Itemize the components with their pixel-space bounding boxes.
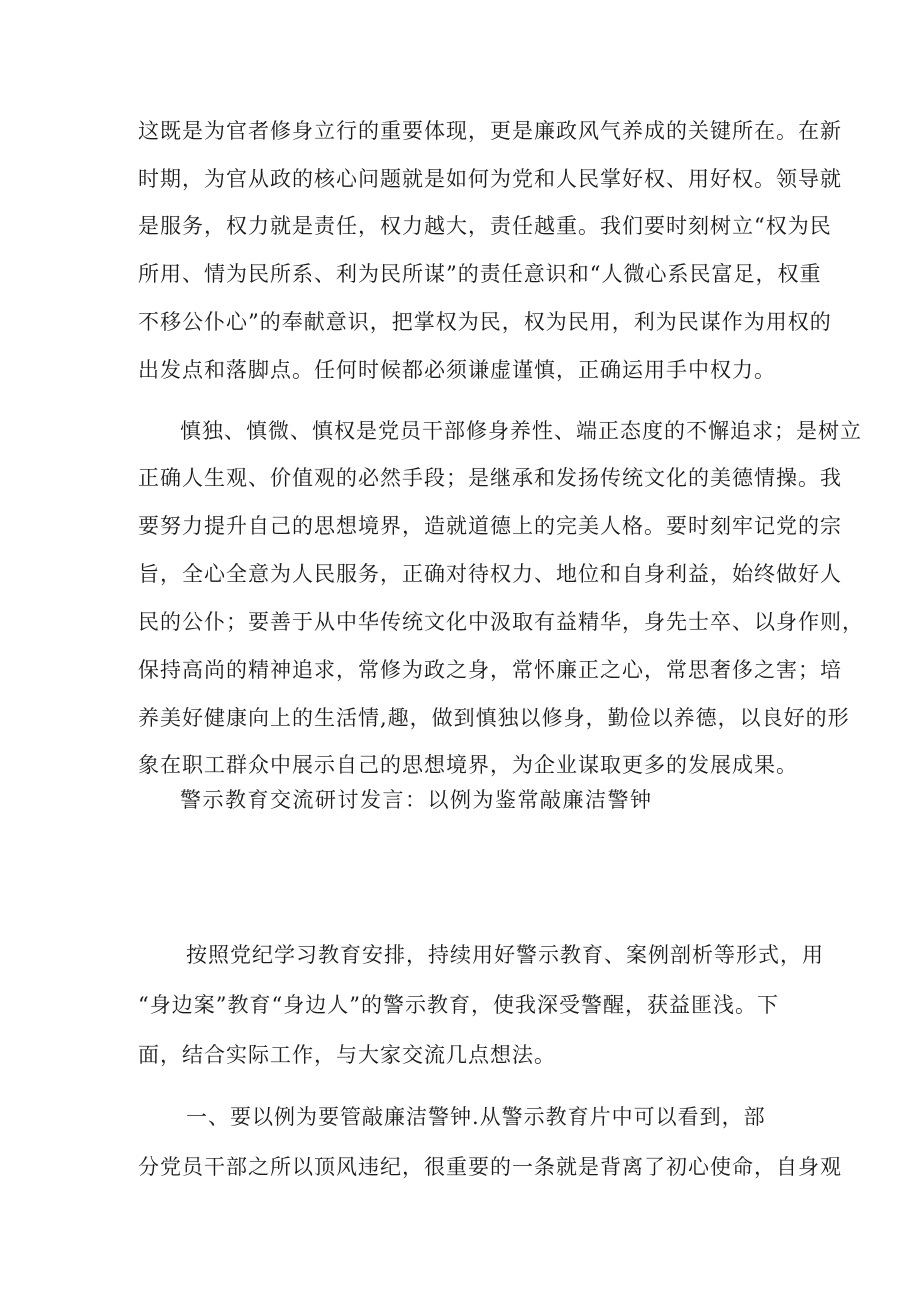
section-title: 警示教育交流研讨发言：以例为鉴常敲廉洁警钟 xyxy=(180,788,653,812)
paragraph-line: 要努力提升自己的思想境界，造就道德上的完美人格。要时刻牢记党的宗 xyxy=(138,514,842,538)
paragraph-line: “身边案”教育“身边人”的警示教育，使我深受警醒，获益匪浅。下 xyxy=(138,993,779,1017)
paragraph-line: 一、要以例为要管敲廉洁警钟.从警示教育片中可以看到，部 xyxy=(186,1105,766,1129)
paragraph-line: 是服务，权力就是责任，权力越大，责任越重。我们要时刻树立“权为民 xyxy=(138,214,832,238)
paragraph-line: 正确人生观、价值观的必然手段；是继承和发扬传统文化的美德情操。我 xyxy=(138,466,842,490)
paragraph-line: 民的公仆；要善于从中华传统文化中汲取有益精华，身先士卒、以身作则， xyxy=(138,610,864,634)
paragraph-line: 面，结合实际工作，与大家交流几点想法。 xyxy=(138,1043,556,1067)
paragraph-line: 慎独、慎微、慎权是党员干部修身养性、端正态度的不懈追求；是树立 xyxy=(180,419,862,443)
paragraph-line: 分党员干部之所以顶风违纪，很重要的一条就是背离了初心使命，自身观 xyxy=(138,1155,842,1179)
paragraph-line: 象在职工群众中展示自己的思想境界，为企业谋取更多的发展成果。 xyxy=(138,753,798,777)
paragraph-line: 所用、情为民所系、利为民所谋”的责任意识和“人微心系民富足，权重 xyxy=(138,262,822,286)
paragraph-line: 出发点和落脚点。任何时候都必须谦虚谨慎，正确运用手中权力。 xyxy=(138,358,776,382)
paragraph-line: 不移公仆心”的奉献意识，把掌权为民，权为民用，利为民谋作为用权的 xyxy=(138,310,832,334)
paragraph-line: 养美好健康向上的生活情,趣，做到慎独以修身，勤俭以养德，以良好的形 xyxy=(138,706,850,730)
paragraph-line: 按照党纪学习教育安排，持续用好警示教育、案例剖析等形式，用 xyxy=(186,943,824,967)
paragraph-line: 这既是为官者修身立行的重要体现，更是廉政风气养成的关键所在。在新 xyxy=(138,119,842,143)
paragraph-line: 保持高尚的精神追求，常修为政之身，常怀廉正之心，常思奢侈之害；培 xyxy=(138,658,842,682)
paragraph-line: 时期，为官从政的核心问题就是如何为党和人民掌好权、用好权。领导就 xyxy=(138,167,842,191)
paragraph-line: 旨，全心全意为人民服务，正确对待权力、地位和自身利益，始终做好人 xyxy=(138,562,842,586)
